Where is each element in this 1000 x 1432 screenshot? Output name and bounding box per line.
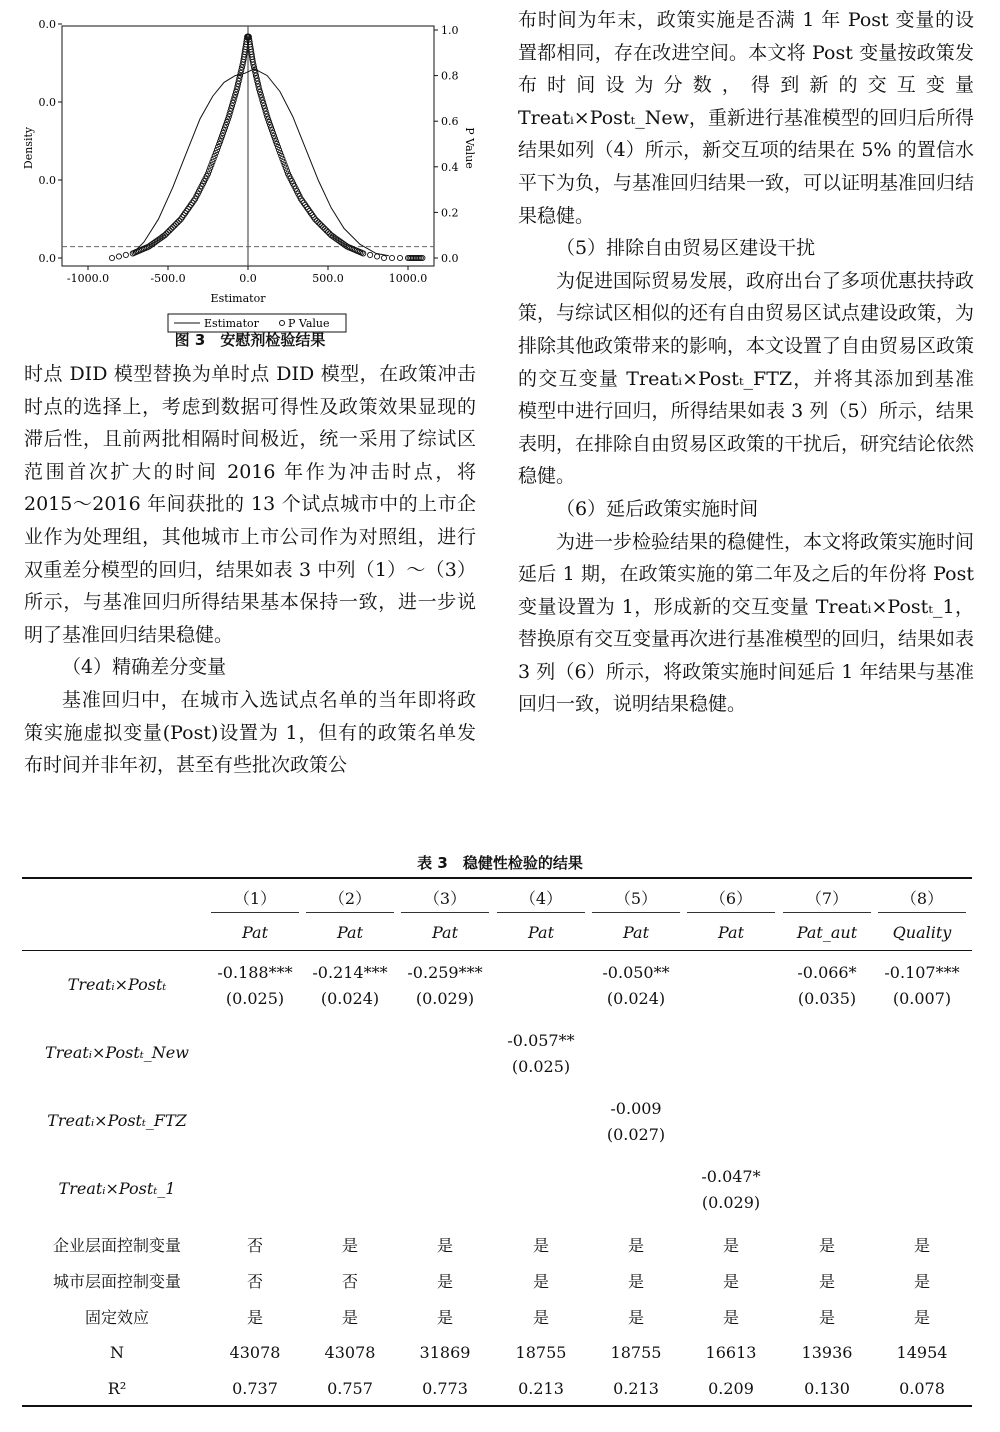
paragraph: （6）延后政策实施时间: [556, 497, 759, 520]
std-error-cell: (0.035): [797, 989, 857, 1008]
dependent-variable: Pat: [241, 923, 268, 942]
std-error-cell: (0.024): [320, 989, 380, 1008]
dependent-variable: Pat: [336, 923, 363, 942]
coefficient-cell: -0.009: [610, 1099, 662, 1118]
column-underline: [783, 912, 871, 913]
y-left-label: Density: [22, 126, 35, 170]
table-cell: 是: [722, 1272, 739, 1291]
table-caption: 表 3 稳健性检验的结果: [417, 854, 583, 872]
table-cell: 0.130: [804, 1379, 850, 1398]
y-left-tick-label: 0.0: [38, 252, 56, 265]
table-cell: 43078: [229, 1343, 281, 1362]
coefficient-cell: -0.047*: [701, 1167, 761, 1186]
coefficient-cell: -0.107***: [884, 963, 960, 982]
column-underline: [211, 912, 299, 913]
table-cell: 0.737: [232, 1379, 278, 1398]
coefficient-cell: -0.050**: [602, 963, 670, 982]
p-value-point: [109, 255, 114, 260]
std-error-cell: (0.024): [606, 989, 666, 1008]
dependent-variable: Pat: [431, 923, 458, 942]
std-error-cell: (0.029): [415, 989, 475, 1008]
table-cell: 是: [913, 1272, 930, 1291]
coefficient-cell: -0.188***: [217, 963, 293, 982]
x-tick-label: 0.0: [239, 272, 257, 285]
column-underline: [306, 912, 394, 913]
x-tick-label: -500.0: [150, 272, 186, 285]
legend-estimator: Estimator: [204, 317, 259, 330]
paragraph: 基准回归中，在城市入选试点名单的当年即将政策实施虚拟变量(Post)设置为 1，但有的政策名单发布时间并非年初，甚至有些批次政策公: [24, 688, 476, 777]
paragraph: （5）排除自由贸易区建设干扰: [556, 237, 816, 260]
y-right-tick-label: 0.2: [441, 206, 459, 220]
table-cell: 31869: [419, 1343, 471, 1362]
table-cell: 是: [627, 1236, 644, 1255]
col-number: （7）: [805, 889, 849, 908]
table-cell: 是: [246, 1308, 263, 1327]
col-number: （6）: [709, 889, 753, 908]
table-cell: 是: [913, 1308, 930, 1327]
paragraph: 为促进国际贸易发展，政府出台了多项优惠扶持政策，与综试区相似的还有自由贸易区试点建设政策，为排除其他政策带来的影响，本文设置了自由贸易区政策的交互变量 Treatᵢ×Postₜ_FTZ，并将其添加到基准模型中进行回归，所得结果如表 3 列（5）所示，结果表明，在排除自由贸易区政策的干扰后，研究结论依然稳健。: [518, 269, 975, 488]
table-cell: 18755: [515, 1343, 567, 1362]
y-left-tick-label: 0.0: [38, 174, 56, 187]
table-cell: 是: [818, 1236, 835, 1255]
table-cell: 是: [722, 1308, 739, 1327]
row-label: 固定效应: [84, 1308, 149, 1327]
p-value-point: [123, 252, 128, 257]
table-cell: 16613: [705, 1343, 757, 1362]
p-value-point: [381, 255, 386, 260]
table-cell: 是: [436, 1272, 453, 1291]
dependent-variable: Quality: [892, 923, 952, 942]
col-number: （4）: [519, 889, 563, 908]
std-error-cell: (0.007): [892, 989, 952, 1008]
x-tick-label: -1000.0: [66, 272, 110, 285]
p-value-points: [109, 34, 425, 260]
table-cell: 否: [246, 1272, 263, 1291]
col-number: （3）: [423, 889, 467, 908]
table-cell: 43078: [324, 1343, 376, 1362]
table-top-rule: [22, 877, 972, 879]
col-number: （1）: [233, 889, 277, 908]
std-error-cell: (0.027): [606, 1125, 666, 1144]
table-cell: 是: [436, 1236, 453, 1255]
table-bottom-rule: [22, 1405, 972, 1407]
table-cell: 0.757: [327, 1379, 373, 1398]
dependent-variable: Pat: [717, 923, 744, 942]
coefficient-cell: -0.259***: [407, 963, 483, 982]
right-text-column: [518, 4, 974, 721]
row-label: 城市层面控制变量: [52, 1272, 181, 1291]
table-cell: 否: [246, 1236, 263, 1255]
placebo-test-figure: [18, 8, 478, 348]
row-label: Treatᵢ×Postₜ_1: [58, 1179, 176, 1198]
p-value-point: [397, 255, 402, 260]
p-value-point: [368, 252, 373, 257]
col-number: （5）: [614, 889, 658, 908]
coefficient-cell: -0.066*: [797, 963, 857, 982]
dependent-variable: Pat: [622, 923, 649, 942]
column-underline: [687, 912, 775, 913]
column-underline: [497, 912, 585, 913]
column-underline: [878, 912, 966, 913]
std-error-cell: (0.025): [225, 989, 285, 1008]
col-number: （8）: [900, 889, 944, 908]
column-underline: [401, 912, 489, 913]
table-cell: 0.213: [518, 1379, 564, 1398]
table-cell: 18755: [610, 1343, 662, 1362]
table-cell: 14954: [896, 1343, 948, 1362]
table-cell: 是: [627, 1272, 644, 1291]
row-label: N: [110, 1343, 124, 1362]
y-right-tick-label: 0.6: [441, 115, 459, 129]
dependent-variable: Pat: [527, 923, 554, 942]
table-cell: 0.078: [899, 1379, 945, 1398]
y-right-tick-label: 0.0: [441, 252, 459, 265]
table-cell: 0.213: [613, 1379, 659, 1398]
table-cell: 是: [818, 1272, 835, 1291]
row-label: Treatᵢ×Postₜ_FTZ: [47, 1111, 187, 1130]
y-right-label: P Value: [463, 127, 476, 169]
table-cell: 是: [532, 1236, 549, 1255]
estimator-density-line: [133, 69, 389, 256]
p-value-point: [389, 255, 394, 260]
table-cell: 0.209: [708, 1379, 754, 1398]
table-cell: 是: [436, 1308, 453, 1327]
table-cell: 0.773: [422, 1379, 468, 1398]
figure-caption: 图 3 安慰剂检验结果: [174, 331, 326, 349]
table-header-rule: [22, 950, 972, 951]
table-cell: 是: [913, 1236, 930, 1255]
coefficient-cell: -0.214***: [312, 963, 388, 982]
row-label: Treatᵢ×Postₜ: [67, 975, 167, 994]
table-cell: 是: [341, 1308, 358, 1327]
column-underline: [592, 912, 680, 913]
y-right-tick-label: 1.0: [441, 24, 459, 37]
table-cell: 是: [532, 1308, 549, 1327]
table-cell: 是: [532, 1272, 549, 1291]
coefficient-cell: -0.057**: [507, 1031, 575, 1050]
col-number: （2）: [328, 889, 372, 908]
table-cell: 是: [341, 1236, 358, 1255]
y-left-tick-label: 0.0: [38, 18, 56, 31]
x-tick-label: 500.0: [312, 272, 344, 285]
y-right-tick-label: 0.4: [441, 160, 459, 174]
y-left-tick-label: 0.0: [38, 96, 56, 109]
paragraph: 布时间为年末，政策实施是否满 1 年 Post 变量的设置都相同，存在改进空间。本文将 Post 变量按政策发布时间设为分数，得到新的交互变量 Treatᵢ×Postₜ_New，重新进行基准模型的回归后所得结果如列（4）所示，新交互项的结果在 5% 的置信水平下为负，与基准回归结果一致，可以证明基准回归结果稳健。: [518, 9, 975, 227]
std-error-cell: (0.025): [511, 1057, 571, 1076]
table-cell: 是: [627, 1308, 644, 1327]
paragraph: 为进一步检验结果的稳健性，本文将政策实施时间延后 1 期，在政策实施的第二年及之后的年份将 Post 变量设置为 1，形成新的交互变量 Treatᵢ×Postₜ_1，替换原有交互变量再次进行基准模型的回归，结果如表 3 列（6）所示，将政策实施时间延后 1 年结果与基准回归一致，说明结果稳健。: [518, 530, 975, 716]
table-cell: 是: [818, 1308, 835, 1327]
x-tick-label: 1000.0: [388, 272, 428, 285]
table-cell: 13936: [801, 1343, 853, 1362]
legend-pvalue: P Value: [288, 317, 330, 330]
table-cell: 否: [341, 1272, 358, 1291]
row-label: R²: [107, 1379, 127, 1398]
left-text-column: [24, 358, 476, 782]
y-right-tick-label: 0.8: [441, 69, 459, 83]
x-axis-label: Estimator: [210, 292, 266, 305]
paragraph: （4）精确差分变量: [62, 656, 227, 679]
row-label: Treatᵢ×Postₜ_New: [45, 1043, 189, 1062]
row-label: 企业层面控制变量: [52, 1236, 181, 1255]
paragraph: 时点 DID 模型替换为单时点 DID 模型，在政策冲击时点的选择上，考虑到数据可得性及政策效果显现的滞后性，且前两批相隔时间极近，统一采用了综试区范围首次扩大的时间 2016 年作为冲击时点，将 2015～2016 年间获批的 13 个试点城市中的上市企业作为处理组，其他城市上市公司作为对照组，进行双重差分模型的回归，结果如表 3 中列（1）～（3）所示，与基准回归所得结果基本保持一致，进一步说明了基准回归结果稳健。: [24, 363, 476, 646]
table-cell: 是: [722, 1236, 739, 1255]
p-value-point: [116, 254, 121, 259]
p-value-point: [374, 254, 379, 259]
dependent-variable: Pat_aut: [796, 923, 858, 942]
std-error-cell: (0.029): [701, 1193, 761, 1212]
legend-point-swatch: [280, 321, 285, 326]
